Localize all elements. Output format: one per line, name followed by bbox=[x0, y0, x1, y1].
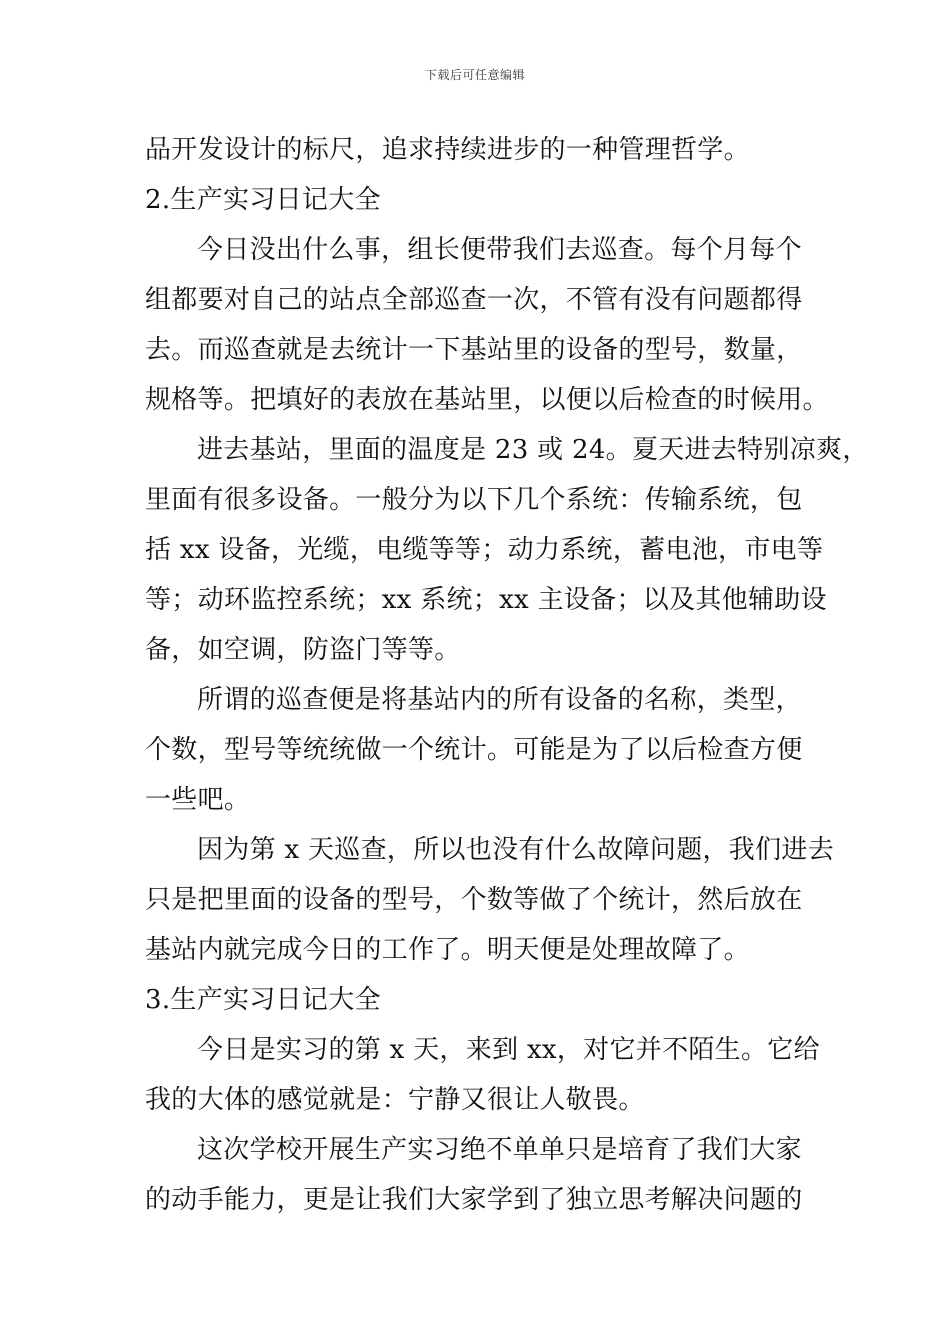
text-line: 我的大体的感觉就是：宁静又很让人敬畏。 bbox=[145, 1085, 645, 1115]
text-line: 基站内就完成今日的工作了。明天便是处理故障了。 bbox=[145, 935, 750, 965]
text-line: 这次学校开展生产实习绝不单单只是培育了我们大家 bbox=[197, 1135, 802, 1165]
text-line: 一些吧。 bbox=[145, 785, 251, 815]
text-line: 备，如空调，防盗门等等。 bbox=[145, 635, 461, 665]
text-line: 的动手能力，更是让我们大家学到了独立思考解决问题的 bbox=[145, 1185, 803, 1215]
text-line: 所谓的巡查便是将基站内的所有设备的名称，类型， bbox=[197, 685, 802, 715]
text-line: 里面有很多设备。一般分为以下几个系统：传输系统，包 bbox=[145, 485, 803, 515]
text-line: 组都要对自己的站点全部巡查一次，不管有没有问题都得 bbox=[145, 285, 803, 315]
page-header-note: 下载后可任意编辑 bbox=[424, 68, 525, 82]
section-heading: 3.生产实习日记大全 bbox=[145, 985, 381, 1015]
text-line: 今日没出什么事，组长便带我们去巡查。每个月每个 bbox=[197, 235, 802, 265]
text-line: 品开发设计的标尺，追求持续进步的一种管理哲学。 bbox=[145, 135, 750, 165]
text-line: 规格等。把填好的表放在基站里，以便以后检查的时候用。 bbox=[145, 385, 829, 415]
text-line: 因为第 x 天巡查，所以也没有什么故障问题，我们进去 bbox=[197, 835, 834, 865]
text-line: 去。而巡查就是去统计一下基站里的设备的型号，数量， bbox=[145, 335, 803, 365]
text-line: 只是把里面的设备的型号，个数等做了个统计，然后放在 bbox=[145, 885, 803, 915]
section-heading: 2.生产实习日记大全 bbox=[145, 185, 381, 215]
text-line: 括 xx 设备，光缆，电缆等等；动力系统，蓄电池，市电等 bbox=[145, 535, 824, 565]
text-line: 个数，型号等统统做一个统计。可能是为了以后检查方便 bbox=[145, 735, 803, 765]
document-body bbox=[145, 125, 869, 1225]
text-line: 今日是实习的第 x 天，来到 xx，对它并不陌生。它给 bbox=[197, 1035, 820, 1065]
text-line: 等；动环监控系统；xx 系统；xx 主设备；以及其他辅助设 bbox=[145, 585, 827, 615]
text-line: 进去基站，里面的温度是 23 或 24。夏天进去特别凉爽， bbox=[197, 435, 869, 465]
